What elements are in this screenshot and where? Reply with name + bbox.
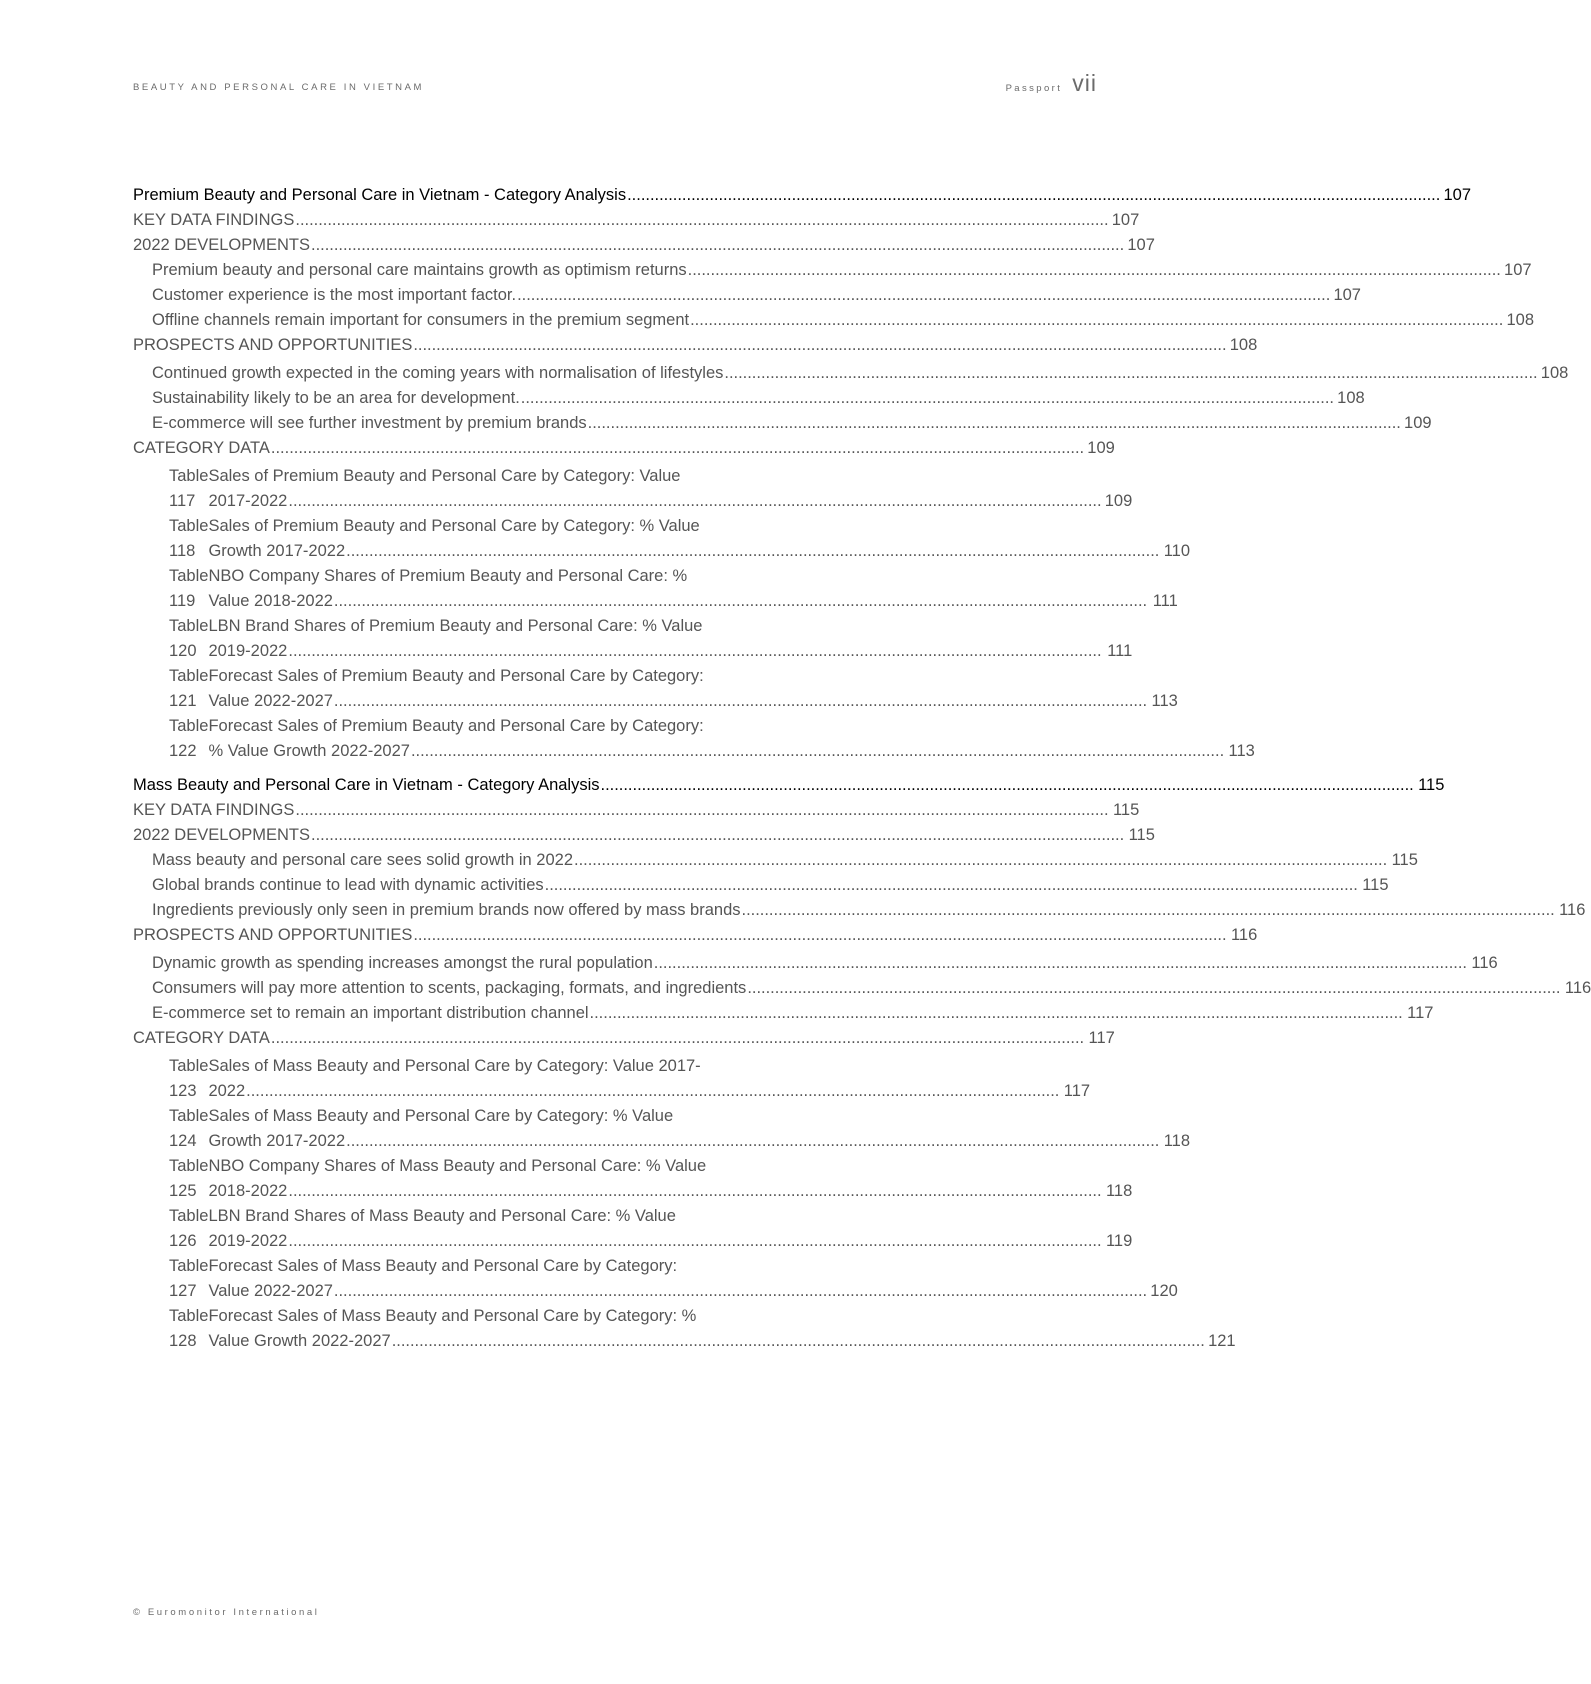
toc-entry-subitem[interactable] <box>133 976 1591 1001</box>
toc-table-entry[interactable] <box>133 714 1255 764</box>
toc-entry-subitem[interactable] <box>133 951 1498 976</box>
table-title-line: 2019-2022 <box>208 642 288 660</box>
toc-entry-page: 120 <box>1150 1282 1178 1300</box>
toc-entry-page: 115 <box>1128 826 1155 844</box>
toc-table-entry[interactable] <box>133 614 1133 664</box>
table-title-line: Forecast Sales of Mass Beauty and Personal Care by Category: <box>208 1257 678 1275</box>
table-title-line: NBO Company Shares of Mass Beauty and Personal Care: % Value <box>208 1157 707 1175</box>
toc-entry-page: 121 <box>1208 1332 1236 1350</box>
toc-entry-subitem[interactable] <box>133 848 1418 873</box>
toc-entry-text: Global brands continue to lead with dynamic activities <box>152 876 544 894</box>
toc-entry-text: Continued growth expected in the coming years with normalisation of lifestyles <box>152 364 724 382</box>
toc-section-premium <box>133 183 1569 764</box>
table-label: Table 120 <box>169 617 209 660</box>
toc-entry-text: PROSPECTS AND OPPORTUNITIES <box>133 336 413 354</box>
table-title-line: 2022 <box>208 1082 246 1100</box>
toc-entry-text: Ingredients previously only seen in premium brands now offered by mass brands <box>152 901 741 919</box>
toc-entry-page: 115 <box>1112 801 1140 819</box>
table-label: Table 118 <box>169 517 209 560</box>
toc-entry-key-data[interactable] <box>133 208 1140 233</box>
table-title-line: NBO Company Shares of Premium Beauty and Personal Care: % <box>208 567 688 585</box>
toc-entry-section-title[interactable] <box>133 773 1445 798</box>
toc-section-mass <box>133 773 1591 1354</box>
toc-entry-text: KEY DATA FINDINGS <box>133 801 295 819</box>
toc-table-entry[interactable] <box>133 1304 1236 1354</box>
toc-entry-text: Dynamic growth as spending increases amongst the rural population <box>152 954 653 972</box>
toc-entry-page: 116 <box>1559 901 1586 919</box>
table-title-line: Value 2018-2022 <box>208 592 333 610</box>
toc-table-entry[interactable] <box>133 564 1178 614</box>
toc-entry-page: 108 <box>1540 364 1569 382</box>
table-title-line: Sales of Premium Beauty and Personal Care by Category: Value <box>208 467 681 485</box>
toc-entry-subitem[interactable] <box>133 873 1389 898</box>
table-label: Table 126 <box>169 1207 209 1250</box>
toc-entry-page: 117 <box>1407 1004 1434 1022</box>
toc-entry-page: 117 <box>1088 1029 1115 1047</box>
passport-label: Passport <box>1005 83 1063 94</box>
toc-entry-category-data[interactable] <box>133 436 1115 461</box>
toc-table-entry[interactable] <box>133 664 1178 714</box>
toc-entry-text: 2022 DEVELOPMENTS <box>133 236 310 254</box>
toc-entry-page: 108 <box>1337 389 1365 407</box>
toc-entry-page: 109 <box>1087 439 1115 457</box>
table-title-line: Forecast Sales of Mass Beauty and Personal Care by Category: % <box>208 1307 697 1325</box>
table-title-line: % Value Growth 2022-2027 <box>208 742 410 760</box>
table-label: Table 128 <box>169 1307 209 1350</box>
toc-entry-subitem[interactable] <box>133 1001 1434 1026</box>
toc-entry-page: 111 <box>1107 642 1133 660</box>
toc-entry-text: E-commerce will see further investment by premium brands <box>152 414 587 432</box>
toc-entry-page: 117 <box>1063 1082 1091 1100</box>
toc-table-entry[interactable] <box>133 464 1133 514</box>
toc-entry-developments[interactable] <box>133 823 1155 848</box>
toc-entry-subitem[interactable] <box>133 308 1535 333</box>
toc-entry-text: E-commerce set to remain an important distribution channel <box>152 1004 589 1022</box>
toc-entry-subitem[interactable] <box>133 411 1432 436</box>
toc-table-entry[interactable] <box>133 1204 1133 1254</box>
toc-entry-page: 108 <box>1229 336 1258 354</box>
table-title-line: 2017-2022 <box>208 492 288 510</box>
toc-entry-page: 115 <box>1418 776 1445 794</box>
toc-entry-prospects[interactable] <box>133 333 1258 358</box>
table-title-line: Value 2022-2027 <box>208 692 333 710</box>
toc-entry-category-data[interactable] <box>133 1026 1115 1051</box>
toc-entry-page: 115 <box>1362 876 1389 894</box>
table-title-line: LBN Brand Shares of Mass Beauty and Personal Care: % Value <box>208 1207 676 1225</box>
toc-entry-text: Premium Beauty and Personal Care in Vietnam - Category Analysis <box>133 186 627 204</box>
table-title-line: Value 2022-2027 <box>208 1282 333 1300</box>
toc-entry-page: 115 <box>1391 851 1418 869</box>
toc-entry-subitem[interactable] <box>133 258 1532 283</box>
table-title-line: Forecast Sales of Premium Beauty and Personal Care by Category: <box>208 667 704 685</box>
toc-entry-page: 110 <box>1163 542 1191 560</box>
table-label: Table 124 <box>169 1107 209 1150</box>
toc-entry-page: 111 <box>1152 592 1178 610</box>
toc-entry-page: 119 <box>1105 1232 1133 1250</box>
toc-entry-text: Customer experience is the most important factor. <box>152 286 517 304</box>
toc-entry-text: 2022 DEVELOPMENTS <box>133 826 310 844</box>
toc-entry-page: 107 <box>1443 186 1472 204</box>
toc-entry-subitem[interactable] <box>133 283 1361 308</box>
toc-entry-page: 113 <box>1151 692 1178 710</box>
toc-entry-prospects[interactable] <box>133 923 1258 948</box>
toc-entry-page: 109 <box>1104 492 1133 510</box>
toc-entry-page: 107 <box>1127 236 1155 254</box>
table-label: Table 119 <box>169 567 209 610</box>
table-label: Table 122 <box>169 717 209 760</box>
toc-entry-text: Sustainability likely to be an area for development. <box>152 389 520 407</box>
toc-entry-text: Premium beauty and personal care maintains growth as optimism returns <box>152 261 687 279</box>
toc-entry-text: CATEGORY DATA <box>133 439 270 457</box>
toc-entry-page: 107 <box>1111 211 1140 229</box>
table-label: Table 125 <box>169 1157 209 1200</box>
table-title-line: 2018-2022 <box>208 1182 288 1200</box>
table-title-line: 2019-2022 <box>208 1232 288 1250</box>
footer-copyright: © Euromonitor International <box>133 1607 320 1618</box>
toc-entry-page: 108 <box>1506 311 1535 329</box>
report-title: BEAUTY AND PERSONAL CARE IN VIETNAM <box>133 82 425 93</box>
toc-entry-section-title[interactable] <box>133 183 1472 208</box>
table-title-line: LBN Brand Shares of Premium Beauty and Personal Care: % Value <box>208 617 703 635</box>
toc-entry-page: 107 <box>1333 286 1361 304</box>
toc-table-entry[interactable] <box>133 1254 1178 1304</box>
toc-entry-text: CATEGORY DATA <box>133 1029 270 1047</box>
toc-entry-text: Mass beauty and personal care sees solid growth in 2022 <box>152 851 573 869</box>
toc-table-entry[interactable] <box>133 514 1191 564</box>
toc-entry-text: Mass Beauty and Personal Care in Vietnam - Category Analysis <box>133 776 600 794</box>
toc-entry-subitem[interactable] <box>133 898 1586 923</box>
toc-entry-page: 107 <box>1504 261 1532 279</box>
toc-entry-page: 118 <box>1163 1132 1191 1150</box>
toc-table-entry[interactable] <box>133 1104 1191 1154</box>
toc-table-entry[interactable] <box>133 1154 1133 1204</box>
toc-entry-text: Consumers will pay more attention to scents, packaging, formats, and ingredients <box>152 979 747 997</box>
toc-entry-page: 109 <box>1404 414 1432 432</box>
toc-entry-text: KEY DATA FINDINGS <box>133 211 295 229</box>
table-title-line: Sales of Mass Beauty and Personal Care by Category: Value 2017- <box>208 1057 701 1075</box>
toc-entry-page: 118 <box>1105 1182 1133 1200</box>
table-label: Table 121 <box>169 667 209 710</box>
table-label: Table 123 <box>169 1057 209 1100</box>
table-title-line: Sales of Mass Beauty and Personal Care by Category: % Value <box>208 1107 674 1125</box>
table-of-contents <box>133 183 1591 1363</box>
table-title-line: Growth 2017-2022 <box>208 1132 346 1150</box>
table-title-line: Growth 2017-2022 <box>208 542 346 560</box>
toc-entry-text: Offline channels remain important for consumers in the premium segment <box>152 311 690 329</box>
toc-entry-page: 116 <box>1471 954 1498 972</box>
table-title-line: Sales of Premium Beauty and Personal Care by Category: % Value <box>208 517 700 535</box>
toc-entry-subitem[interactable] <box>133 361 1569 386</box>
table-title-line: Value Growth 2022-2027 <box>208 1332 391 1350</box>
toc-entry-page: 113 <box>1228 742 1255 760</box>
header-right <box>1006 70 1097 97</box>
table-title-line: Forecast Sales of Premium Beauty and Personal Care by Category: <box>208 717 704 735</box>
toc-entry-developments[interactable] <box>133 233 1155 258</box>
page-number: vii <box>1072 70 1097 96</box>
toc-entry-text: PROSPECTS AND OPPORTUNITIES <box>133 926 413 944</box>
toc-entry-subitem[interactable] <box>133 386 1365 411</box>
toc-entry-page: 116 <box>1564 979 1591 997</box>
toc-entry-page: 116 <box>1230 926 1258 944</box>
table-label: Table 117 <box>169 467 209 510</box>
toc-table-entry[interactable] <box>133 1054 1091 1104</box>
table-label: Table 127 <box>169 1257 209 1300</box>
toc-entry-key-data[interactable] <box>133 798 1140 823</box>
